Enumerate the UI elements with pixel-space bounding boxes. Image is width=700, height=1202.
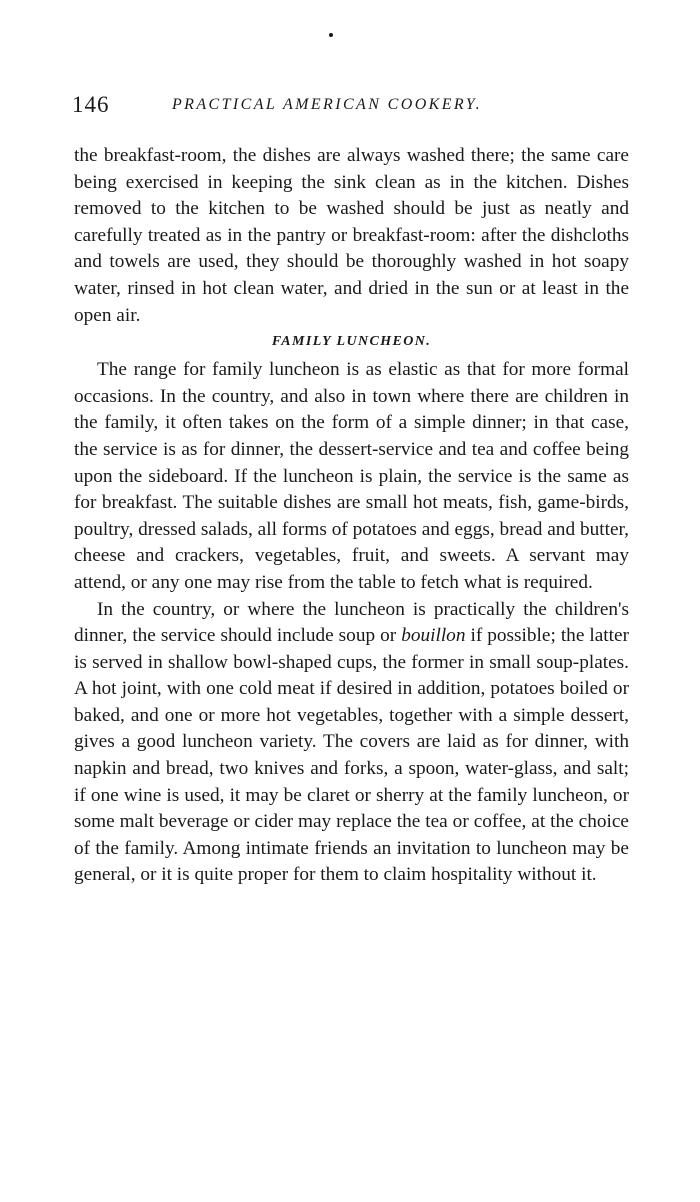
bouillon-italic: bouillon (401, 625, 466, 647)
paragraph-country-luncheon (74, 597, 629, 890)
running-head: PRACTICAL AMERICAN COOKERY. (172, 96, 483, 113)
signature-dot (329, 33, 333, 37)
paragraph-country-luncheon-end: if possible; the latter is served in shallow bowl-shaped cups, the former in small soup-plates. A hot joint, with one cold meat if desired in addition, potatoes boiled or baked, and one or more hot vegetables, together with a simple dessert, gives a good luncheon variety. The covers are laid as for dinner, with napkin and bread, two knives and forks, a spoon, water-glass, and salt; if one wine is used, it may be claret or sherry at the family luncheon, or some malt beverage or cider may replace the tea or coffee, at the choice of the family. Among intimate friends an invitation to luncheon may be general, or it is quite proper for them to claim hospitality without it. (74, 625, 629, 886)
page-number: 146 (72, 92, 110, 117)
paragraph-country-luncheon-start: In the country, or where the luncheon is practically the children's dinner, the service should include soup or (74, 598, 629, 647)
page-header (72, 92, 632, 122)
paragraph-intro: the breakfast-room, the dishes are always washed there; the same care being exercised in keeping the sink clean as in the kitchen. Dishes removed to the kitchen to be washed should be just as neatly and carefully treated as in the pantry or breakfast-room: after the dishcloths and towels are used, they should be thoroughly washed in hot soapy water, rinsed in hot clean water, and dried in the sun or at least in the open air. (74, 145, 629, 326)
section-heading: FAMILY LUNCHEON. (271, 334, 432, 350)
paragraph-family-luncheon: The range for family luncheon is as elastic as that for more formal occasions. In the country, and also in town where there are children in the family, it often takes on the form of a simple dinner; in that case, the service is as for dinner, the dessert-service and tea and coffee being upon the sideboard. If the luncheon is plain, the service is the same as for breakfast. The suitable dishes are small hot meats, fish, game-birds, poultry, dressed salads, all forms of potatoes and eggs, bread and butter, cheese and crackers, vegetables, fruit, and sweets. A servant may attend, or any one may rise from the table to fetch what is required. (74, 359, 629, 593)
page-body (74, 143, 629, 889)
